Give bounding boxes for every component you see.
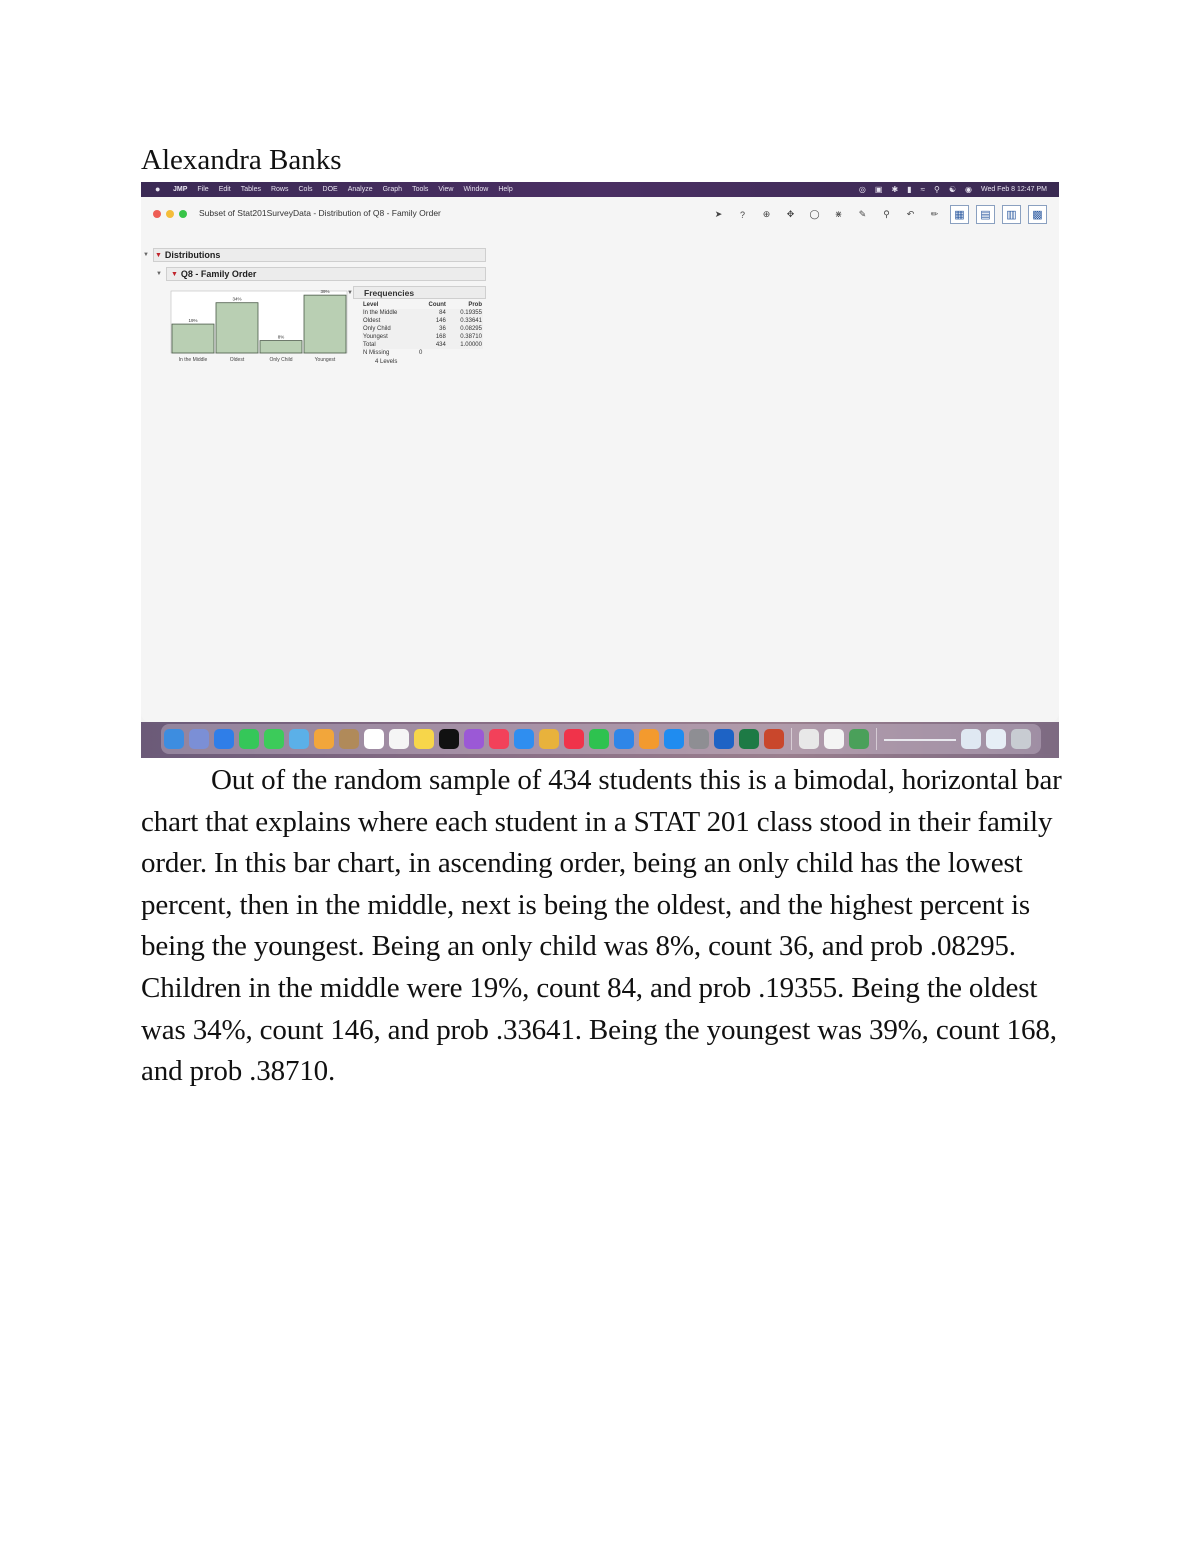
count-cell: 84 (417, 309, 446, 317)
prob-cell: 0.33641 (447, 317, 483, 325)
battery-icon[interactable]: ▮ (907, 185, 912, 194)
pages-icon[interactable] (639, 729, 659, 749)
help-tool-icon[interactable]: ? (739, 209, 745, 220)
reminders-icon[interactable] (389, 729, 409, 749)
chart-tick-label: Oldest (229, 357, 245, 363)
count-cell: 36 (417, 325, 446, 333)
chart-bar-youngest[interactable] (304, 295, 346, 353)
menu-tables[interactable]: Tables (240, 186, 261, 193)
apple-tv-icon[interactable] (439, 729, 459, 749)
jmp-icon[interactable] (849, 729, 869, 749)
rows-panel-icon[interactable]: ▤ (976, 205, 995, 224)
dock-bar (161, 724, 1041, 754)
search-icon[interactable]: ⚲ (933, 185, 940, 194)
script-panel-icon[interactable]: ▩ (1028, 205, 1047, 224)
table-row (362, 333, 483, 341)
chart-tick-label: Only Child (269, 357, 293, 363)
menu-bar-clock: Wed Feb 8 12:47 PM (980, 186, 1047, 193)
notes-icon[interactable] (414, 729, 434, 749)
close-window-button[interactable] (153, 210, 161, 218)
table-row (362, 317, 483, 325)
n-missing-row (363, 349, 486, 358)
menu-file[interactable]: File (197, 186, 209, 193)
chart-tick-label: In the Middle (178, 357, 208, 363)
table-total-row (362, 341, 483, 349)
chrome-recent-icon[interactable] (799, 729, 819, 749)
level-cell: Only Child (362, 325, 417, 333)
screen-icon[interactable]: ▣ (874, 185, 883, 194)
level-cell: Oldest (362, 317, 417, 325)
levels-count: 4 Levels (375, 359, 398, 365)
magnifier-tool-icon[interactable]: ⚲ (883, 209, 890, 219)
variable-title: Q8 - Family Order (180, 269, 257, 279)
distributions-title: Distributions (164, 250, 221, 260)
control-center-icon[interactable]: ☯ (948, 185, 956, 194)
distributions-header[interactable] (153, 248, 486, 262)
frequencies-panel (347, 286, 486, 367)
chart-data-label: 34% (232, 296, 242, 302)
column-header-level: Level (363, 302, 379, 308)
menu-cols[interactable]: Cols (298, 186, 313, 193)
column-header-count: Count (428, 302, 446, 308)
documents-folder-icon[interactable] (986, 729, 1006, 749)
news-icon[interactable] (564, 729, 584, 749)
chart-bar-only-child[interactable] (260, 341, 302, 353)
chart-data-label: 8% (277, 334, 285, 340)
total-count: 434 (417, 341, 446, 349)
chart-bar-in-the-middle[interactable] (172, 324, 214, 353)
excel-icon[interactable] (739, 729, 759, 749)
menu-view[interactable]: View (438, 186, 454, 193)
table-row (362, 325, 483, 333)
chart-tick-label: Youngest (314, 357, 336, 363)
disclosure-triangle-icon[interactable]: ▼ (347, 289, 353, 296)
menu-doe[interactable]: DOE (322, 186, 338, 193)
distributions-outline (143, 248, 486, 262)
family-order-bar-chart (169, 287, 349, 371)
finder-icon[interactable] (164, 729, 184, 749)
frequencies-header[interactable] (347, 286, 486, 299)
total-label: Total (362, 341, 417, 349)
prob-cell: 0.19355 (447, 309, 483, 317)
launchpad-icon[interactable] (189, 729, 209, 749)
red-triangle-menu-icon[interactable]: ▼ (154, 251, 162, 259)
numbers-icon[interactable] (589, 729, 609, 749)
maps-icon[interactable] (289, 729, 309, 749)
prob-cell: 0.38710 (447, 333, 483, 341)
count-cell: 168 (417, 333, 446, 341)
chrome-icon[interactable] (539, 729, 559, 749)
level-cell: In the Middle (362, 309, 417, 317)
menu-graph[interactable]: Graph (382, 186, 403, 193)
jmp-screenshot (141, 182, 1059, 758)
total-prob: 1.00000 (447, 341, 483, 349)
disclosure-triangle-icon[interactable]: ▼ (143, 252, 149, 258)
dock-minimized-windows[interactable] (884, 739, 956, 741)
menu-edit[interactable]: Edit (218, 186, 231, 193)
trash-icon[interactable] (1011, 729, 1031, 749)
n-missing-label: N Missing (363, 350, 390, 356)
table-row (362, 309, 483, 317)
minimize-window-button[interactable] (166, 210, 174, 218)
pencil-tool-icon[interactable]: ✏ (930, 209, 939, 219)
menu-rows[interactable]: Rows (270, 186, 289, 193)
arrow-tool-icon[interactable]: ➤ (714, 209, 723, 219)
menu-bar-status (859, 182, 1047, 197)
frequencies-table (362, 301, 483, 349)
jmp-window (141, 197, 1059, 722)
column-header-prob: Prob (468, 302, 482, 308)
photos-icon[interactable] (314, 729, 334, 749)
columns-panel-icon[interactable]: ▥ (1002, 205, 1021, 224)
prob-cell: 0.08295 (447, 325, 483, 333)
powerpoint-icon[interactable] (764, 729, 784, 749)
menu-jmp[interactable]: JMP (173, 186, 188, 193)
dock-separator (791, 728, 792, 750)
apple-icon[interactable]: ● (155, 184, 161, 194)
window-title: Subset of Stat201SurveyData - Distribution of Q8 - Family Order (199, 208, 441, 218)
calendar-icon[interactable] (364, 729, 384, 749)
messages-icon[interactable] (264, 729, 284, 749)
table-header-row (362, 301, 483, 309)
system-settings-icon[interactable] (689, 729, 709, 749)
grabber-tool-icon[interactable]: ✥ (786, 209, 795, 219)
word-icon[interactable] (714, 729, 734, 749)
bluetooth-icon[interactable]: ✱ (891, 185, 899, 194)
downloads-folder-icon[interactable] (961, 729, 981, 749)
chart-bar-oldest[interactable] (216, 303, 258, 353)
selection-tool-icon[interactable]: ⊕ (762, 209, 771, 219)
brush-tool-icon[interactable]: ⋇ (834, 209, 843, 219)
show-data-table-icon[interactable]: ▦ (950, 205, 969, 224)
wifi-icon[interactable]: ≈ (920, 185, 925, 194)
app-store-icon[interactable] (664, 729, 684, 749)
menu-window[interactable]: Window (463, 186, 489, 193)
menu-tools[interactable]: Tools (412, 186, 429, 193)
variable-outline (156, 267, 486, 281)
mac-menu-bar (141, 182, 1059, 197)
textedit-icon[interactable] (824, 729, 844, 749)
frequencies-title: Frequencies (364, 287, 415, 298)
undo-icon[interactable]: ↶ (906, 209, 915, 219)
safari-icon[interactable] (514, 729, 534, 749)
focus-icon[interactable]: ◎ (858, 185, 866, 194)
toolbar (710, 205, 1047, 224)
n-missing-value: 0 (419, 350, 423, 356)
window-title-bar (141, 197, 1059, 231)
variable-header[interactable] (166, 267, 486, 281)
chart-data-label: 19% (188, 318, 198, 324)
chart-data-label: 39% (320, 289, 330, 295)
mail-icon[interactable] (214, 729, 234, 749)
red-triangle-menu-icon[interactable]: ▼ (170, 270, 178, 278)
mac-dock (141, 722, 1059, 758)
menu-analyze[interactable]: Analyze (347, 186, 373, 193)
facetime-icon[interactable] (239, 729, 259, 749)
siri-icon[interactable]: ◉ (964, 185, 972, 194)
contacts-icon[interactable] (339, 729, 359, 749)
lasso-tool-icon[interactable]: ◯ (809, 209, 820, 219)
disclosure-triangle-icon[interactable]: ▼ (156, 271, 162, 277)
podcasts-icon[interactable] (464, 729, 484, 749)
menu-help[interactable]: Help (498, 186, 513, 193)
dock-separator (876, 728, 877, 750)
keynote-icon[interactable] (614, 729, 634, 749)
level-cell: Youngest (362, 333, 417, 341)
zoom-window-button[interactable] (179, 210, 187, 218)
count-cell: 146 (417, 317, 446, 325)
music-icon[interactable] (489, 729, 509, 749)
author-name: Alexandra Banks (141, 144, 342, 176)
description-paragraph: Out of the random sample of 434 students this is a bimodal, horizontal bar chart that explains where each student in a STAT 201 class stood in their family order. In this bar chart, in ascending order, being an only child has the lowest percent, then in the middle, next is being the oldest, and the highest percent is being the youngest. Being an only child was 8%, count 36, and prob .08295. Children in the middle were 19%, count 84, and prob .19355. Being the oldest was 34%, count 146, and prob .33641. Being the youngest was 39%, count 168, and prob .38710. (141, 764, 1062, 1088)
annotate-tool-icon[interactable]: ✎ (858, 209, 867, 219)
